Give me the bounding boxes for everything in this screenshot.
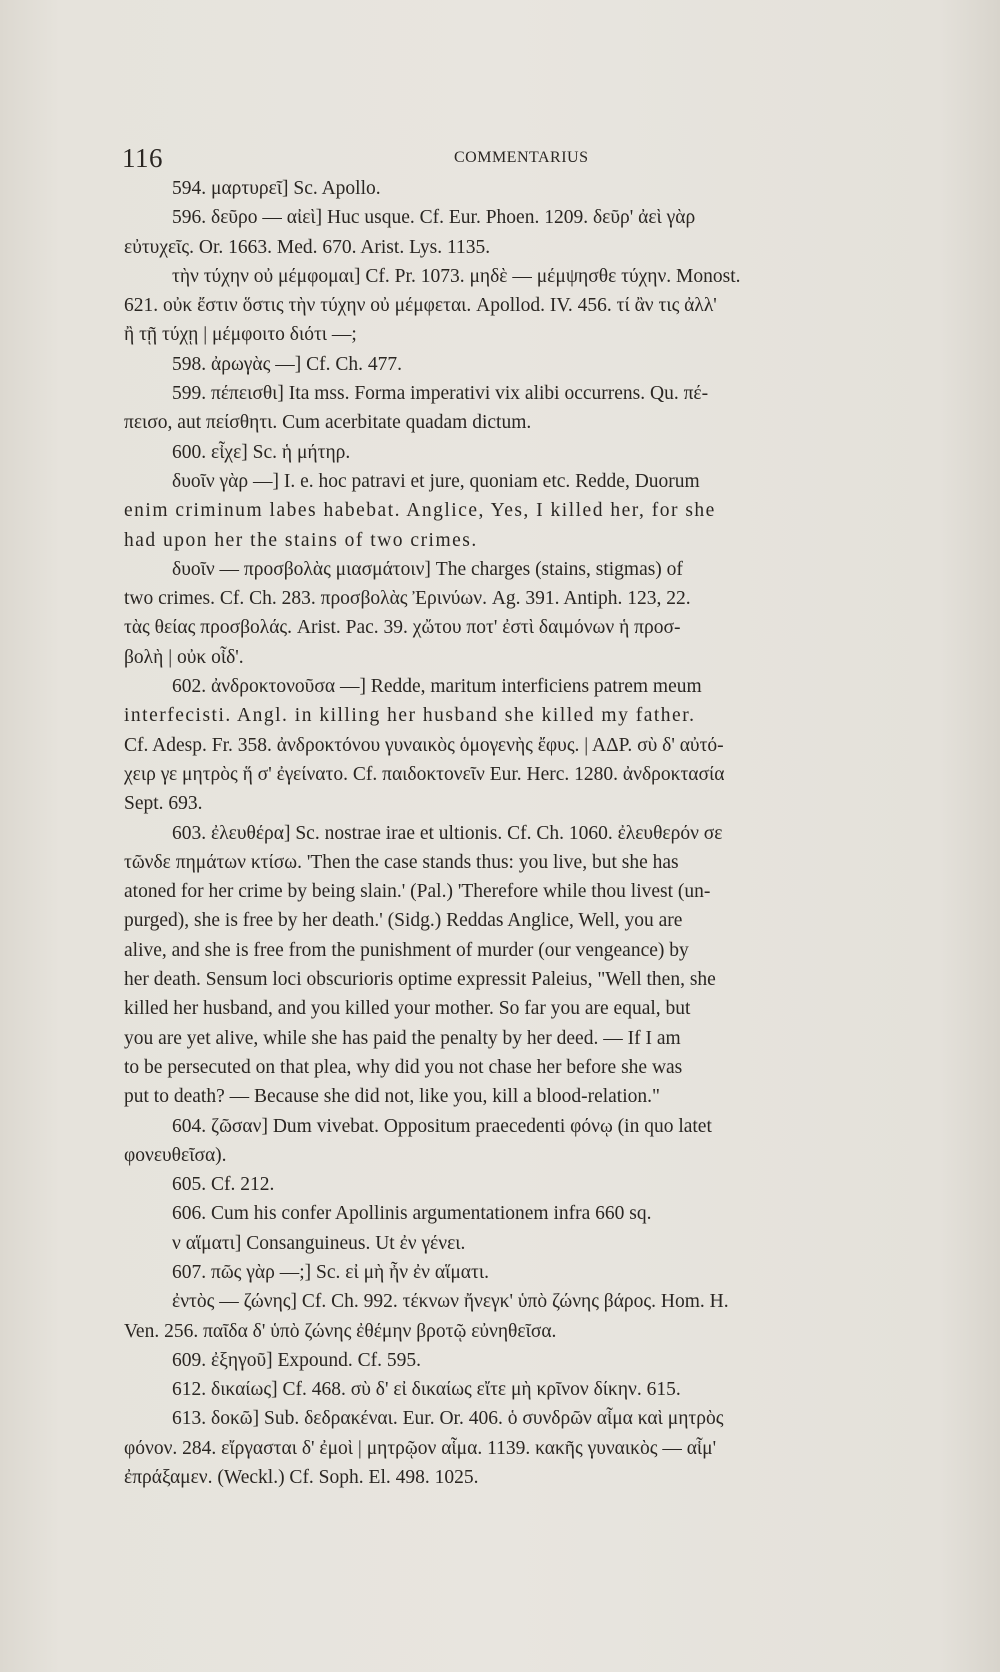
text-line: εὐτυχεῖς. Or. 1663. Med. 670. Arist. Lys. 1135. [124,236,491,258]
text-line: her death. Sensum loci obscurioris optime expressit Paleius, "Well then, she [124,969,716,991]
text-line: 596. δεῦρο — αἰεὶ] Huc usque. Cf. Eur. Phoen. 1209. δεῦρ' ἀεὶ γὰρ [172,207,696,229]
page-number: 116 [122,143,163,173]
text-line: ν αἵματι] Consanguineus. Ut ἐν γένει. [172,1232,466,1254]
text-line: Cf. Adesp. Fr. 358. ἀνδροκτόνου γυναικὸς ὁμογενὴς ἔφυς. | ΑΔΡ. σὺ δ' αὐτό- [124,734,724,756]
text-line: πεισο, aut πείσθητι. Cum acerbitate quadam dictum. [124,412,532,434]
text-line: ἐντὸς — ζώνης] Cf. Ch. 992. τέκνων ἤνεγκ' ὑπὸ ζώνης βάρος. Hom. H. [172,1291,729,1313]
running-head: COMMENTARIUS [454,149,589,166]
text-line: 609. ἐξηγοῦ] Expound. Cf. 595. [172,1349,422,1371]
text-line: Ven. 256. παῖδα δ' ὑπὸ ζώνης ἐθέμην βροτῷ εὐνηθεῖσα. [124,1320,557,1342]
text-line: to be persecuted on that plea, why did you not chase her before she was [124,1056,683,1078]
text-line: φονευθεῖσα). [124,1144,227,1166]
text-line: βολὴ | οὐκ οἶδ'. [124,646,244,668]
text-line: 604. ζῶσαν] Dum vivebat. Oppositum praecedenti φόνῳ (in quo latet [172,1115,712,1137]
text-line: 612. δικαίως] Cf. 468. σὺ δ' εἰ δικαίως εἴτε μὴ κρῖνον δίκην. 615. [172,1379,681,1401]
text-line: τὰς θείας προσβολάς. Arist. Pac. 39. χὤτου ποτ' ἐστὶ δαιμόνων ἡ προσ- [124,617,681,639]
text-line: 603. ἐλευθέρα] Sc. nostrae irae et ultionis. Cf. Ch. 1060. ἐλευθερόν σε [172,822,723,844]
text-line: 602. ἀνδροκτονοῦσα —] Redde, maritum interficiens patrem meum [172,676,702,698]
text-line: δυοῖν γὰρ —] I. e. hoc patravi et jure, quoniam etc. Redde, Duorum [172,470,700,492]
commentary-text [124,174,952,1492]
text-line: τὴν τύχην οὐ μέμφομαι] Cf. Pr. 1073. μηδὲ — μέμψησθε τύχην. Monost. [172,265,741,287]
text-line: 613. δοκῶ] Sub. δεδρακέναι. Eur. Or. 406. ὁ συνδρῶν αἷμα καὶ μητρὸς [172,1408,724,1430]
text-line: killed her husband, and you killed your mother. So far you are equal, but [124,998,691,1020]
text-line: 600. εἶχε] Sc. ἡ μήτηρ. [172,441,351,463]
text-line: two crimes. Cf. Ch. 283. προσβολὰς Ἐρινύων. Ag. 391. Antiph. 123, 22. [124,588,691,610]
text-line: purged), she is free by her death.' (Sidg.) Reddas Anglice, Well, you are [124,910,683,932]
text-line: atoned for her crime by being slain.' (Pal.) 'Therefore while thou livest (un- [124,881,711,903]
text-line: 599. πέπεισθι] Ita mss. Forma imperativi vix alibi occurrens. Qu. πέ- [172,383,709,405]
text-line: τῶνδε πημάτων κτίσω. 'Then the case stands thus: you live, but she has [124,851,679,873]
text-line: enim criminum labes habebat. Anglice, Yes, I killed her, for she [124,500,716,522]
text-line: ἐπράξαμεν. (Weckl.) Cf. Soph. El. 498. 1025. [124,1467,479,1489]
text-line: Sept. 693. [124,793,203,815]
text-line: alive, and she is free from the punishment of murder (our vengeance) by [124,939,689,961]
text-line: had upon her the stains of two crimes. [124,529,478,551]
text-line: φόνον. 284. εἴργασται δ' ἐμοὶ | μητρῷον αἷμα. 1139. κακῆς γυναικὸς — αἷμ' [124,1437,717,1459]
text-line: 607. πῶς γὰρ —;] Sc. εἰ μὴ ἦν ἐν αἵματι. [172,1261,489,1283]
text-line: 598. ἀρωγὰς —] Cf. Ch. 477. [172,353,402,375]
text-line: χειρ γε μητρὸς ἥ σ' ἐγείνατο. Cf. παιδοκτονεῖν Eur. Herc. 1280. ἀνδροκτασία [124,763,725,785]
text-line: put to death? — Because she did not, like you, kill a blood-relation." [124,1086,660,1108]
text-line: ἢ τῇ τύχῃ | μέμφοιτο διότι —; [124,324,357,346]
text-line: 594. μαρτυρεῖ] Sc. Apollo. [172,178,381,199]
text-line: 621. οὐκ ἔστιν ὅστις τὴν τύχην οὐ μέμφεται. Apollod. IV. 456. τί ἂν τις ἀλλ' [124,295,717,317]
text-line: 606. Cum his confer Apollinis argumentationem infra 660 sq. [172,1203,652,1225]
text-line: interfecisti. Angl. in killing her husband she killed my father. [124,705,696,727]
text-line: 605. Cf. 212. [172,1174,275,1196]
text-line: δυοῖν — προσβολὰς μιασμάτοιν] The charges (stains, stigmas) of [172,558,683,580]
text-line: you are yet alive, while she has paid the penalty by her deed. — If I am [124,1027,681,1049]
